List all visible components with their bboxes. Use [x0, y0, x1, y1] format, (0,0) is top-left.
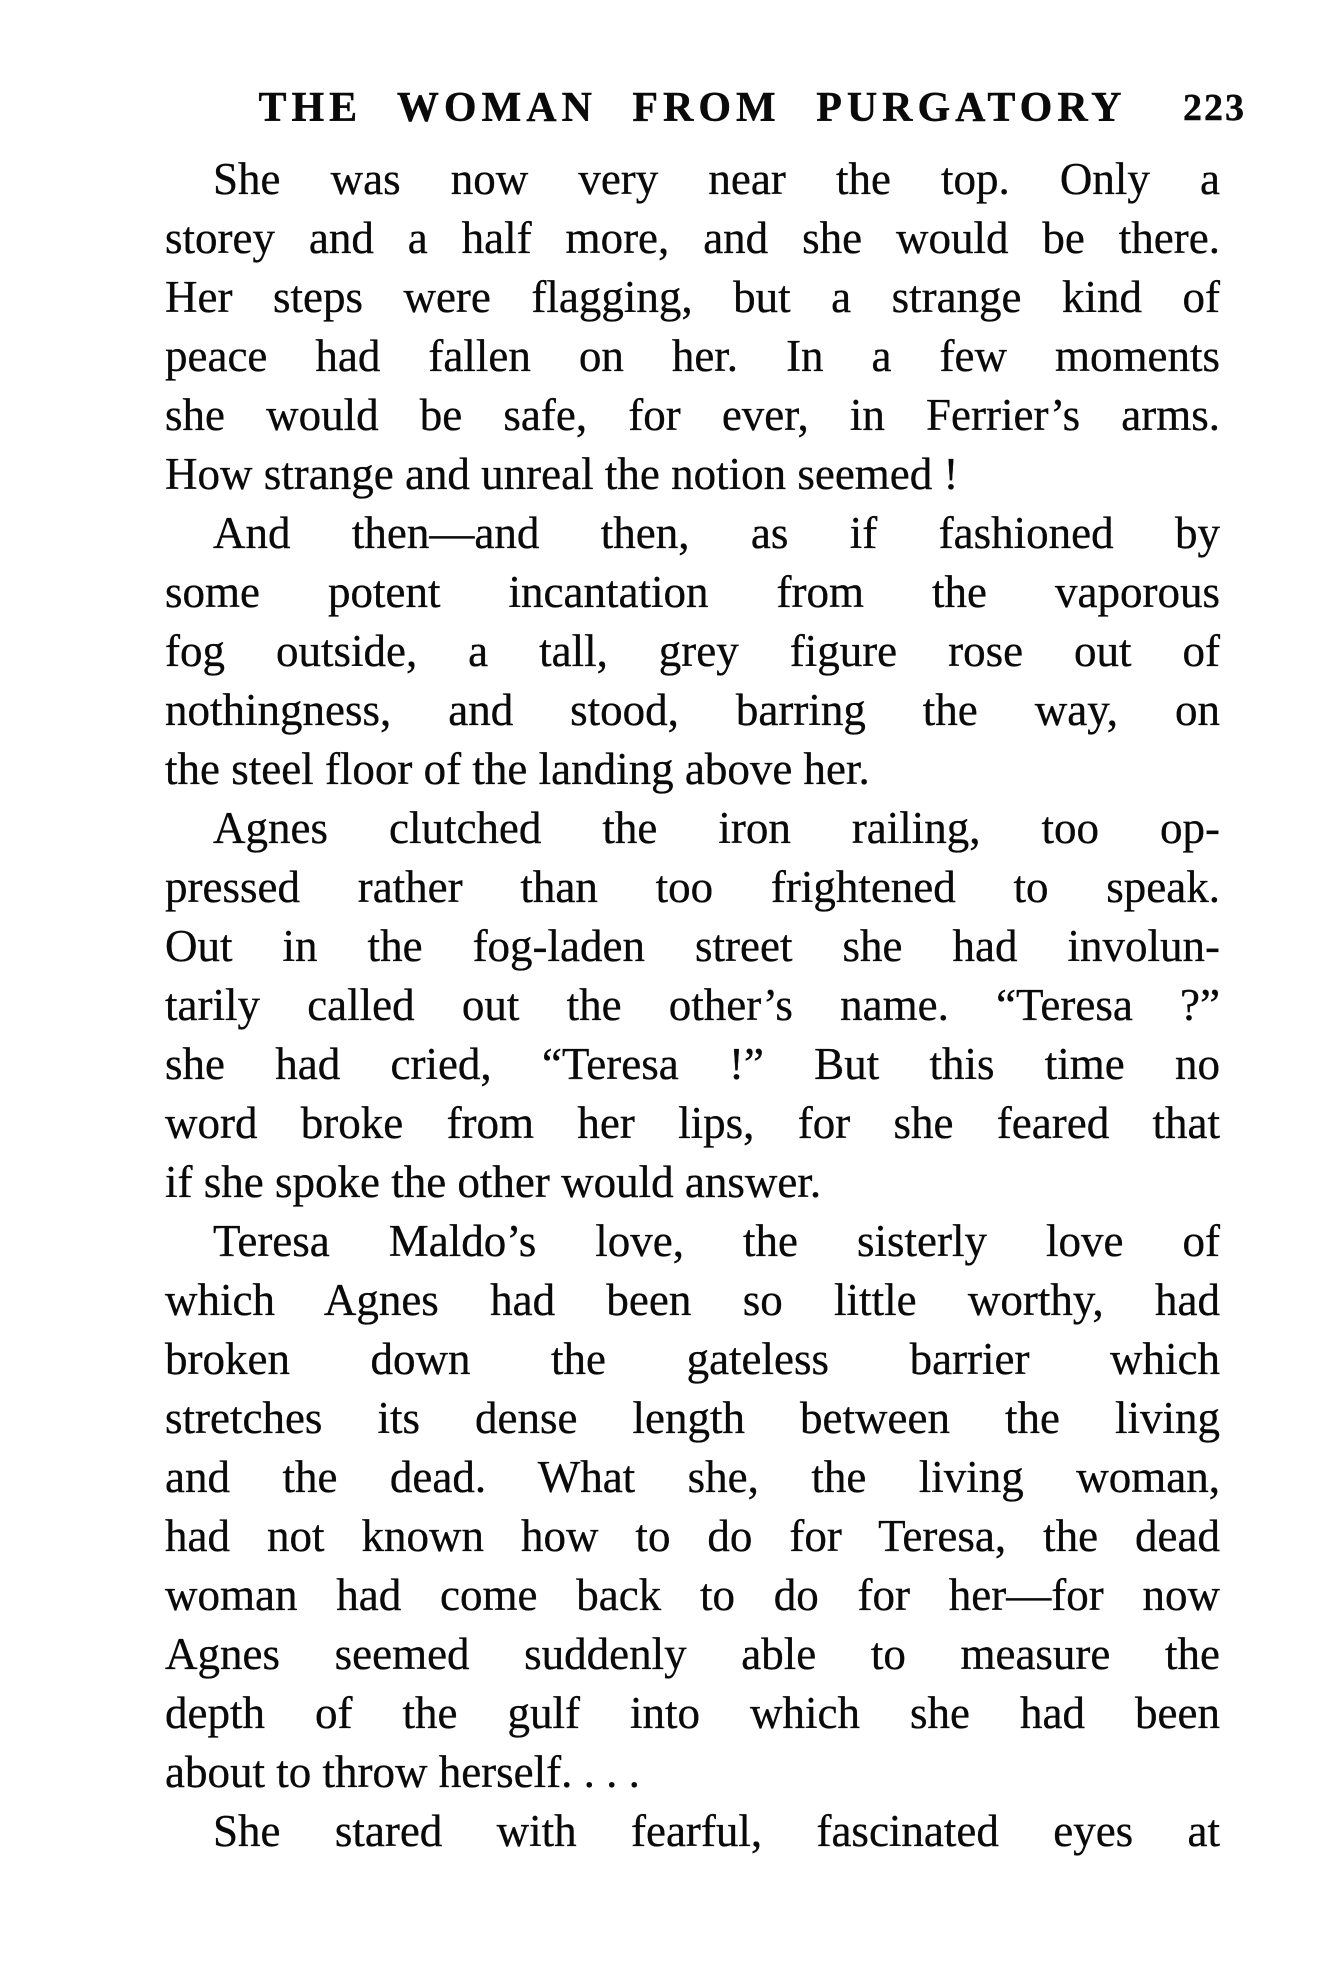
text-line: woman had come back to do for her—for now: [165, 1570, 1220, 1620]
text-line: had not known how to do for Teresa, the dead: [165, 1511, 1220, 1561]
text-line: She was now very near the top. Only a: [213, 154, 1220, 204]
text-line: which Agnes had been so little worthy, had: [165, 1275, 1220, 1325]
text-line: How strange and unreal the notion seemed !: [165, 449, 959, 499]
text-line: peace had fallen on her. In a few moments: [165, 331, 1220, 381]
text-line: And then—and then, as if fashioned by: [213, 508, 1220, 558]
text-line: if she spoke the other would answer.: [165, 1157, 822, 1207]
text-line: Out in the fog-laden street she had involun-: [165, 921, 1220, 971]
text-line: stretches its dense length between the living: [165, 1393, 1220, 1443]
text-line: depth of the gulf into which she had been: [165, 1688, 1220, 1738]
page-header: [165, 84, 1246, 136]
text-line: Her steps were flagging, but a strange kind of: [165, 272, 1220, 322]
text-line: about to throw herself. . . .: [165, 1747, 640, 1797]
text-line: some potent incantation from the vaporous: [165, 567, 1220, 617]
text-line: tarily called out the other’s name. “Teresa ?”: [165, 980, 1220, 1030]
text-line: she would be safe, for ever, in Ferrier’s arms.: [165, 390, 1220, 440]
running-title: THE WOMAN FROM PURGATORY: [258, 85, 1127, 131]
text-line: and the dead. What she, the living woman,: [165, 1452, 1220, 1502]
text-line: nothingness, and stood, barring the way, on: [165, 685, 1220, 735]
text-line: Agnes clutched the iron railing, too op-: [213, 803, 1220, 853]
text-line: she had cried, “Teresa !” But this time no: [165, 1039, 1220, 1089]
text-line: the steel floor of the landing above her.: [165, 744, 870, 794]
text-line: She stared with fearful, fascinated eyes at: [213, 1806, 1220, 1856]
text-block: [165, 150, 1220, 1861]
text-line: Agnes seemed suddenly able to measure the: [165, 1629, 1220, 1679]
text-line: word broke from her lips, for she feared that: [165, 1098, 1220, 1148]
text-line: storey and a half more, and she would be there.: [165, 213, 1220, 263]
text-line: broken down the gateless barrier which: [165, 1334, 1220, 1384]
text-line: fog outside, a tall, grey figure rose out of: [165, 626, 1220, 676]
page-number: 223: [1183, 87, 1246, 129]
text-line: pressed rather than too frightened to speak.: [165, 862, 1220, 912]
text-line: Teresa Maldo’s love, the sisterly love of: [213, 1216, 1220, 1266]
